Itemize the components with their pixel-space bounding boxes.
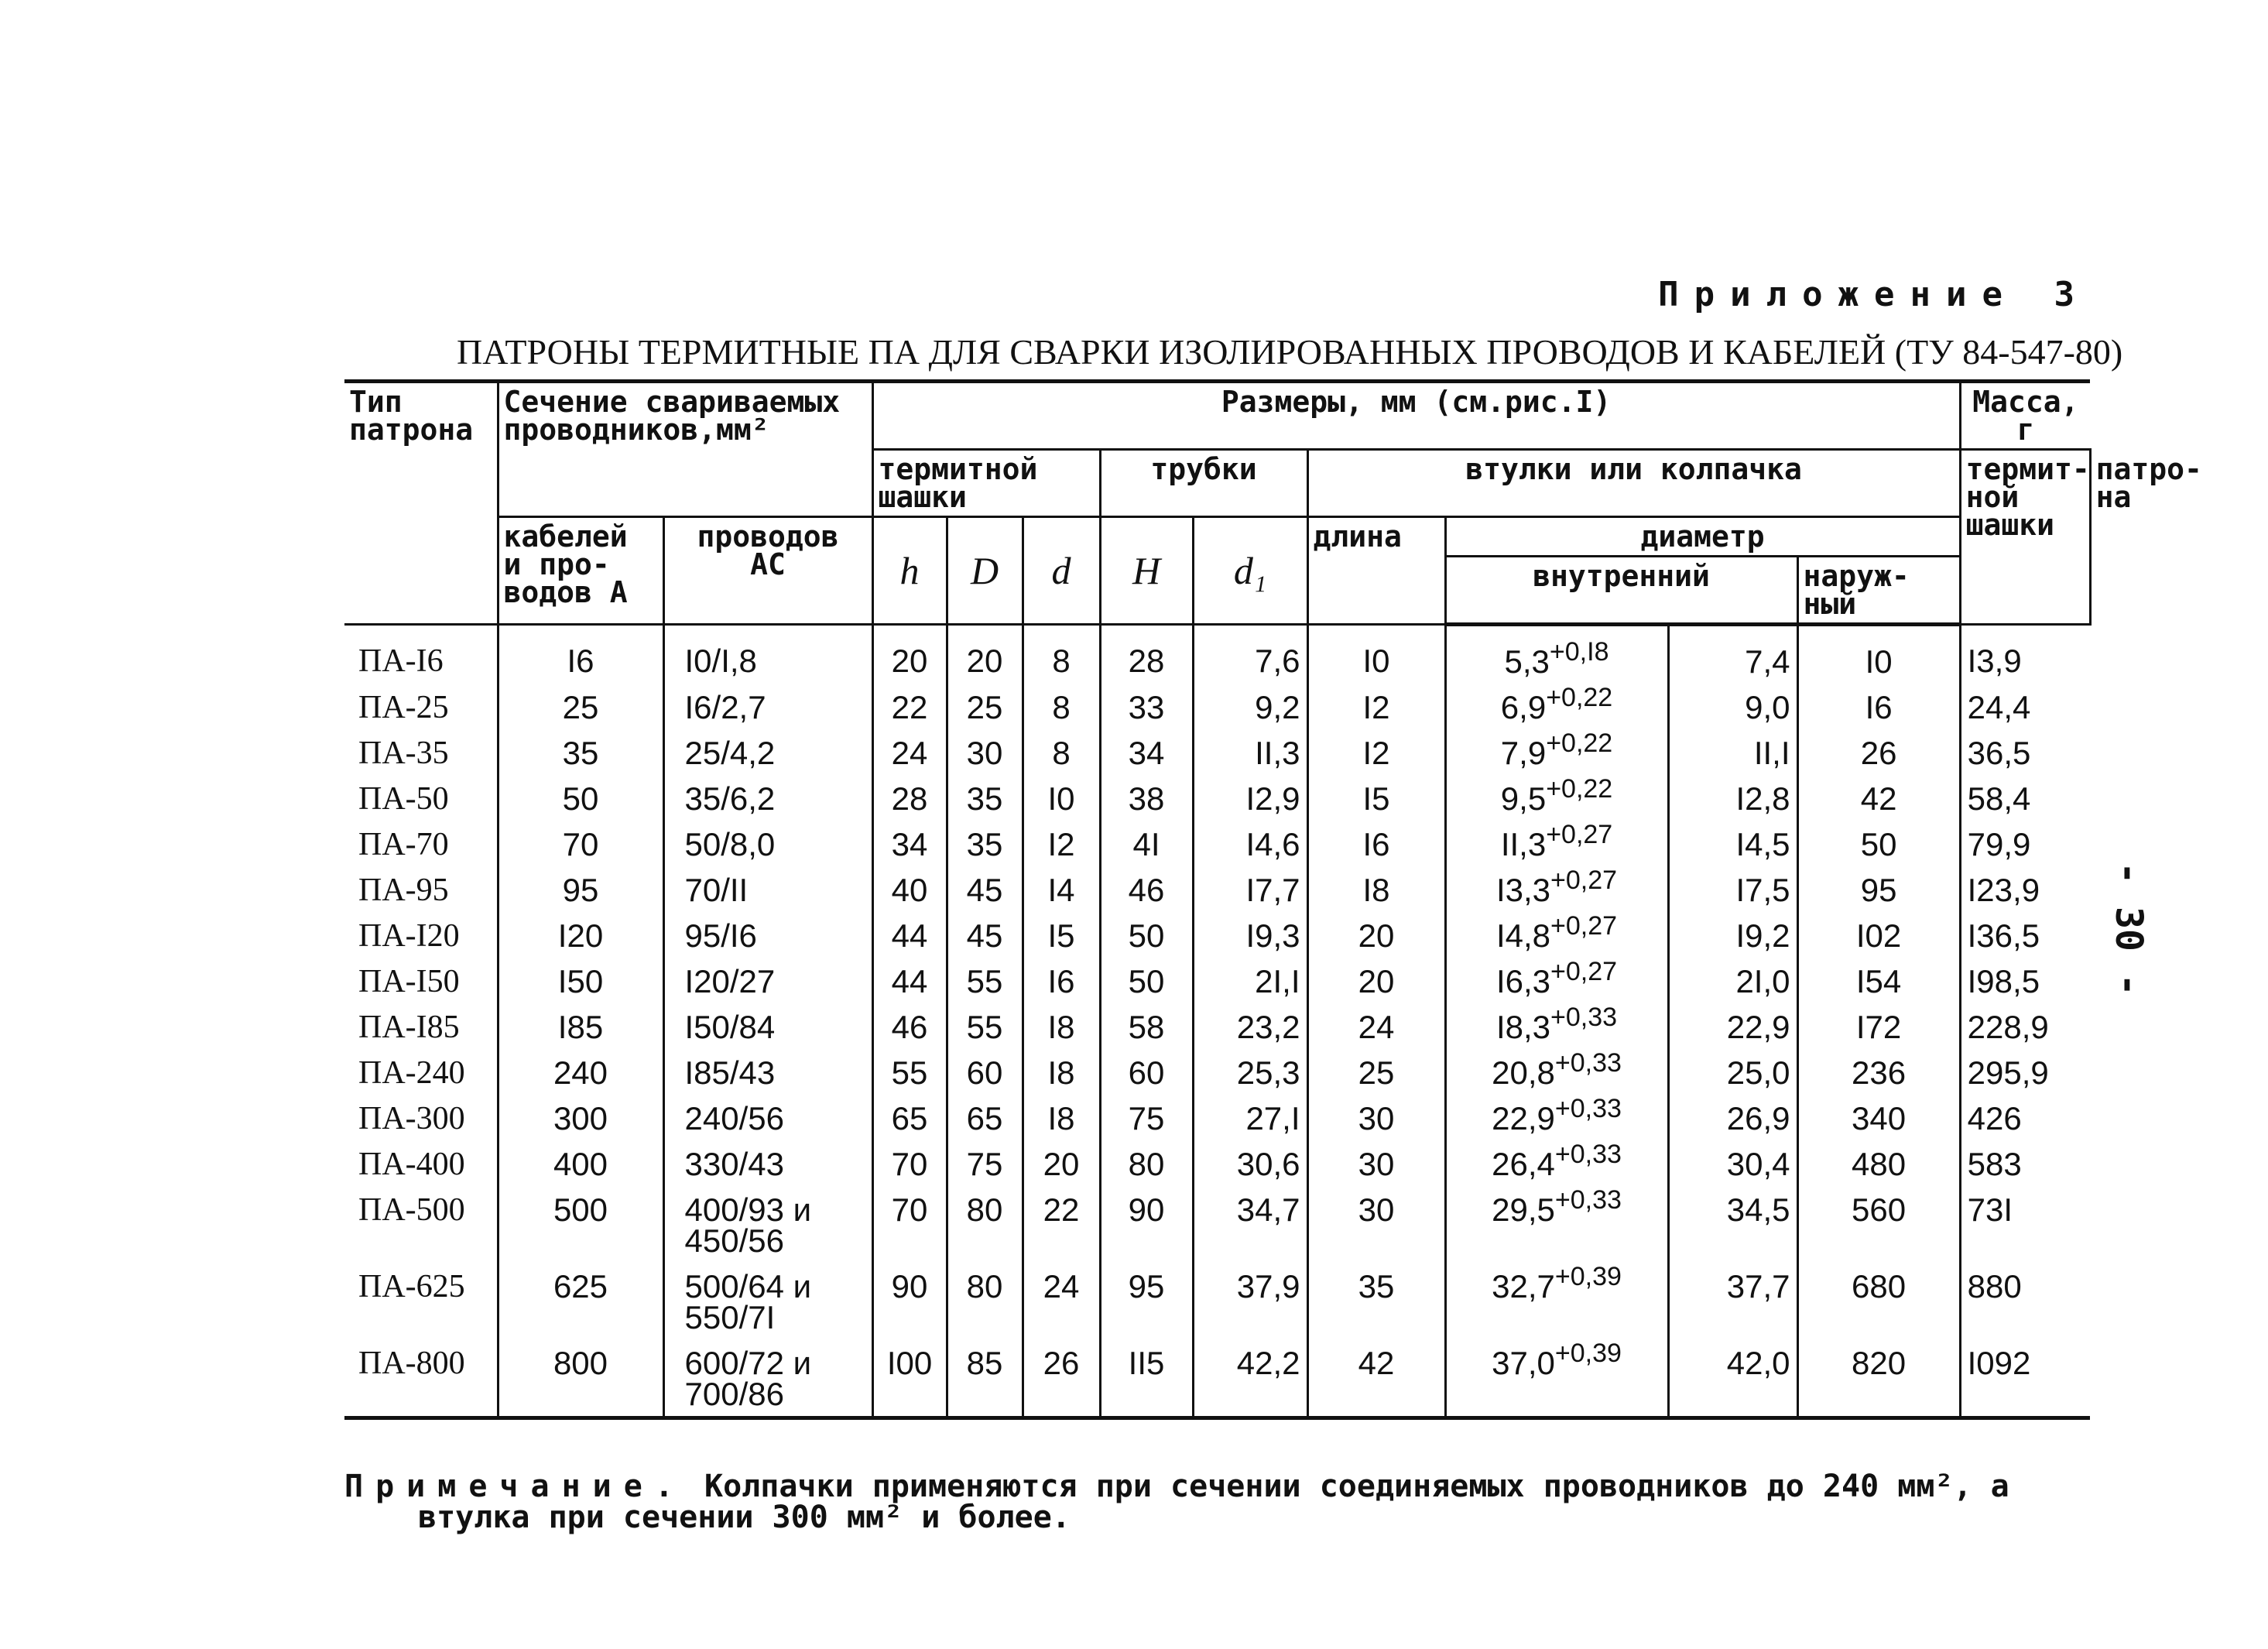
tolerance-value: +0,22 [1546,683,1613,712]
tolerance-value: +0,33 [1554,1048,1622,1078]
cell-m2: 36,5 [1960,731,2090,777]
inner-diameter-value: 20,8 [1492,1054,1555,1091]
cell-H: 95 [1100,1264,1193,1341]
cell-len: 30 [1307,1096,1445,1142]
cell-D: 55 [947,959,1023,1005]
cell-cab: 70 [498,822,663,868]
cell-cab: 95 [498,868,663,914]
cell-type: ПА-70 [344,822,498,868]
cell-D: 45 [947,868,1023,914]
cell-d: I5 [1023,914,1100,959]
table-row [344,868,2090,914]
footnote [344,1471,2094,1533]
header-outer: наруж- ный [1797,557,1960,625]
inner-diameter-value: II,3 [1500,826,1547,862]
cell-d1: 27,I [1193,1096,1307,1142]
cell-d1: 23,2 [1193,1005,1307,1051]
cell-cab: I20 [498,914,663,959]
cell-H: 58 [1100,1005,1193,1051]
table-row [344,731,2090,777]
cartridge-table [344,379,2202,1420]
cell-outer: 25,0 [1668,1051,1797,1096]
cell-m2: 79,9 [1960,822,2090,868]
cell-m2: 295,9 [1960,1051,2090,1096]
inner-diameter-value: 26,4 [1492,1146,1555,1182]
header-mass: Масса, г [1960,382,2090,450]
cell-inner [1445,1096,1668,1142]
cell-H: 28 [1100,625,1193,686]
cell-H: 4I [1100,822,1193,868]
cell-m2: I98,5 [1960,959,2090,1005]
cell-H: 75 [1100,1096,1193,1142]
tolerance-value: +0,27 [1550,957,1618,986]
table-header: Тип патрона Сечение свариваемых проводников,мм² Размеры, мм (см.рис.I) Масса, г термитной шашки трубки втулки или колпачка термит- ной шашки патро- на кабелей и про- водов А проводов АС h D d H d₁ длина диаметр внутренний наруж- ный [344,382,2090,625]
cell-H: 33 [1100,685,1193,731]
cell-cab: I50 [498,959,663,1005]
header-inner: внутренний [1445,557,1797,625]
inner-diameter-value: I3,3 [1495,872,1551,908]
cell-len: 20 [1307,914,1445,959]
header-thermite-block: термитной шашки [872,450,1100,517]
cell-H: II5 [1100,1341,1193,1418]
cell-m2: 58,4 [1960,777,2090,822]
cell-ac: I6/2,7 [663,685,872,731]
cell-d: 8 [1023,731,1100,777]
cell-len: I2 [1307,731,1445,777]
cell-inner [1445,625,1668,686]
cell-m1: 340 [1797,1096,1960,1142]
table-row [344,685,2090,731]
cell-inner [1445,1048,1668,1096]
cell-D: 80 [947,1264,1023,1341]
tolerance-value: +0,33 [1554,1185,1622,1215]
tolerance-value: +0,39 [1554,1339,1622,1368]
table-row [344,1051,2090,1096]
cell-outer: 26,9 [1668,1096,1797,1142]
header-D: D [947,517,1023,625]
cell-cab: 300 [498,1096,663,1142]
header-d: d [1023,517,1100,625]
cell-m1: 480 [1797,1142,1960,1188]
inner-diameter-value: 37,0 [1492,1345,1555,1381]
cell-len: 30 [1307,1188,1445,1264]
cell-cab: 240 [498,1051,663,1096]
cell-d1: I4,6 [1193,822,1307,868]
cell-H: 50 [1100,959,1193,1005]
cell-d1: 25,3 [1193,1051,1307,1096]
cell-cab: I6 [498,625,663,686]
cell-len: 42 [1307,1341,1445,1418]
cell-m1: I0 [1797,625,1960,686]
cell-d1: 30,6 [1193,1142,1307,1188]
cell-D: 60 [947,1051,1023,1096]
cell-m2: 73I [1960,1188,2090,1264]
inner-diameter-value: I4,8 [1495,917,1551,954]
cell-type: ПА-95 [344,868,498,914]
table-row [344,777,2090,822]
cell-d: I8 [1023,1005,1100,1051]
header-d1: d₁ [1193,517,1307,625]
cell-d1: 9,2 [1193,685,1307,731]
cell-len: I8 [1307,868,1445,914]
cell-m1: I72 [1797,1005,1960,1051]
cell-cab: 625 [498,1264,663,1341]
table-row [344,625,2090,686]
cell-outer: I7,5 [1668,868,1797,914]
cell-d1: 2I,I [1193,959,1307,1005]
cell-inner [1445,1341,1668,1418]
cell-m2: 228,9 [1960,1005,2090,1051]
cell-len: 30 [1307,1142,1445,1188]
cell-m2: I23,9 [1960,868,2090,914]
header-sleeve: втулки или колпачка [1307,450,1960,517]
cell-type: ПА-800 [344,1341,498,1418]
cell-type: ПА-I85 [344,1005,498,1051]
note-label: Примечание. [344,1469,686,1504]
cell-d: I8 [1023,1051,1100,1096]
cell-type: ПА-50 [344,777,498,822]
cell-type: ПА-240 [344,1051,498,1096]
cell-len: I6 [1307,822,1445,868]
tolerance-value: +0,33 [1554,1094,1622,1123]
cell-h: 46 [872,1005,947,1051]
cell-type: ПА-I6 [344,625,498,686]
cell-D: 80 [947,1188,1023,1264]
cell-ac: I0/I,8 [663,625,872,686]
cell-d1: 37,9 [1193,1264,1307,1341]
cell-inner [1445,1264,1668,1341]
cell-h: 65 [872,1096,947,1142]
cell-d1: 42,2 [1193,1341,1307,1418]
cell-cab: 50 [498,777,663,822]
cell-type: ПА-300 [344,1096,498,1142]
cell-d1: II,3 [1193,731,1307,777]
header-section-wires: проводов АС [663,517,872,625]
cell-ac: 25/4,2 [663,731,872,777]
cell-ac: 500/64 и 550/7I [663,1264,872,1341]
cell-m2: 583 [1960,1142,2090,1188]
note-line-2: втулка при сечении 300 мм² и более. [418,1500,1071,1535]
cell-ac: 600/72 и 700/86 [663,1341,872,1418]
cell-inner [1445,822,1668,868]
cell-h: I00 [872,1341,947,1418]
header-dimensions: Размеры, мм (см.рис.I) [872,382,1960,450]
header-tube: трубки [1100,450,1307,517]
cell-d: I4 [1023,868,1100,914]
cell-inner [1445,1005,1668,1051]
cell-D: 30 [947,731,1023,777]
inner-diameter-value: 7,9 [1500,735,1547,771]
cell-inner [1445,731,1668,777]
cell-len: 24 [1307,1005,1445,1051]
cell-H: 80 [1100,1142,1193,1188]
table-row [344,1142,2090,1188]
cell-d: 8 [1023,625,1100,686]
cell-h: 90 [872,1264,947,1341]
cell-cab: 25 [498,685,663,731]
cell-m2: 24,4 [1960,685,2090,731]
cell-outer: I9,2 [1668,914,1797,959]
cell-H: 60 [1100,1051,1193,1096]
cell-h: 55 [872,1051,947,1096]
header-section-cables: кабелей и про- водов А [498,517,663,625]
cell-d1: I2,9 [1193,777,1307,822]
cell-type: ПА-625 [344,1264,498,1341]
cell-outer: I2,8 [1668,777,1797,822]
cell-outer: 7,4 [1668,625,1797,686]
cell-type: ПА-400 [344,1142,498,1188]
cell-h: 34 [872,822,947,868]
cell-d: I6 [1023,959,1100,1005]
cell-d1: 7,6 [1193,625,1307,686]
tolerance-value: +0,27 [1546,820,1613,849]
tolerance-value: +0,33 [1550,1003,1618,1032]
cell-H: 34 [1100,731,1193,777]
cell-m1: 236 [1797,1051,1960,1096]
cell-h: 24 [872,731,947,777]
cell-D: 35 [947,777,1023,822]
cell-ac: 95/I6 [663,914,872,959]
cell-d: 22 [1023,1188,1100,1264]
cell-D: 45 [947,914,1023,959]
cell-m1: 26 [1797,731,1960,777]
header-section: Сечение свариваемых проводников,мм² [498,382,872,517]
cell-type: ПА-35 [344,731,498,777]
cell-outer: 37,7 [1668,1264,1797,1341]
cell-len: 20 [1307,959,1445,1005]
cell-inner [1445,774,1668,822]
cell-inner [1445,911,1668,959]
cell-D: 25 [947,685,1023,731]
cell-len: 25 [1307,1051,1445,1096]
cell-len: I0 [1307,625,1445,686]
cell-h: 28 [872,777,947,822]
page-number: - 30 - [2107,862,2150,996]
cell-m2: I3,9 [1960,625,2090,686]
inner-diameter-value: 29,5 [1492,1191,1555,1228]
cell-ac: I20/27 [663,959,872,1005]
cell-D: 75 [947,1142,1023,1188]
inner-diameter-value: 32,7 [1492,1268,1555,1304]
cell-H: 90 [1100,1188,1193,1264]
cell-m1: 95 [1797,868,1960,914]
cell-len: 35 [1307,1264,1445,1341]
cell-h: 40 [872,868,947,914]
cell-d: I8 [1023,1096,1100,1142]
cell-m1: I6 [1797,685,1960,731]
tolerance-value: +0,22 [1546,774,1613,804]
inner-diameter-value: 6,9 [1500,689,1547,725]
cell-cab: I85 [498,1005,663,1051]
table-row [344,1264,2090,1341]
cell-ac: 70/II [663,868,872,914]
cell-ac: I50/84 [663,1005,872,1051]
header-mass-block: термит- ной шашки [1960,450,2090,625]
cell-h: 70 [872,1188,947,1264]
cell-m1: 42 [1797,777,1960,822]
cell-D: 35 [947,822,1023,868]
table-row [344,1096,2090,1142]
header-length: длина [1307,517,1445,625]
cell-cab: 800 [498,1341,663,1418]
cell-ac: 50/8,0 [663,822,872,868]
tolerance-value: +0,I8 [1549,637,1609,667]
table-body [344,625,2090,1418]
cell-m1: 820 [1797,1341,1960,1418]
cell-ac: I85/43 [663,1051,872,1096]
cell-cab: 500 [498,1188,663,1264]
cell-h: 44 [872,914,947,959]
tolerance-value: +0,27 [1550,866,1618,895]
cell-type: ПА-I50 [344,959,498,1005]
cell-m1: 680 [1797,1264,1960,1341]
cell-H: 46 [1100,868,1193,914]
cell-cab: 400 [498,1142,663,1188]
cell-D: 65 [947,1096,1023,1142]
cell-m1: 50 [1797,822,1960,868]
cell-m1: I54 [1797,959,1960,1005]
cell-d1: I9,3 [1193,914,1307,959]
cell-m2: 880 [1960,1264,2090,1341]
cell-type: ПА-500 [344,1188,498,1264]
cell-inner [1445,1185,1668,1264]
inner-diameter-value: I8,3 [1495,1009,1551,1045]
cell-inner [1445,685,1668,731]
page-title: ПАТРОНЫ ТЕРМИТНЫЕ ПА ДЛЯ СВАРКИ ИЗОЛИРОВАННЫХ ПРОВОДОВ И КАБЕЛЕЙ (ТУ 84-547-80) [457,332,2123,372]
inner-diameter-value: 22,9 [1492,1100,1555,1136]
cell-m2: I36,5 [1960,914,2090,959]
cell-inner [1445,1142,1668,1188]
cell-outer: 22,9 [1668,1005,1797,1051]
table-row [344,959,2090,1005]
cell-d: 8 [1023,685,1100,731]
table-row [344,1005,2090,1051]
header-diameter: диаметр [1445,517,1960,557]
appendix-label: Приложение 3 [1658,275,2090,314]
cell-d: 20 [1023,1142,1100,1188]
cell-ac: 240/56 [663,1096,872,1142]
cell-h: 20 [872,625,947,686]
inner-diameter-value: 9,5 [1500,780,1547,817]
cell-m1: I02 [1797,914,1960,959]
cell-H: 50 [1100,914,1193,959]
cell-inner [1445,959,1668,1005]
header-h: h [872,517,947,625]
cell-d1: I7,7 [1193,868,1307,914]
cell-ac: 35/6,2 [663,777,872,822]
tolerance-value: +0,27 [1550,911,1618,941]
note-line-1: Колпачки применяются при сечении соединяемых проводников до 240 мм², а [704,1469,2009,1504]
cell-d1: 34,7 [1193,1188,1307,1264]
table-row [344,822,2090,868]
tolerance-value: +0,39 [1554,1262,1622,1291]
cell-h: 22 [872,685,947,731]
cell-D: 55 [947,1005,1023,1051]
tolerance-value: +0,22 [1546,729,1613,758]
tolerance-value: +0,33 [1554,1140,1622,1169]
cell-outer: I4,5 [1668,822,1797,868]
cell-d: 24 [1023,1264,1100,1341]
cell-H: 38 [1100,777,1193,822]
cell-D: 85 [947,1341,1023,1418]
header-H: H [1100,517,1193,625]
cell-h: 44 [872,959,947,1005]
cell-m1: 560 [1797,1188,1960,1264]
cell-d: 26 [1023,1341,1100,1418]
cell-cab: 35 [498,731,663,777]
table-row [344,1188,2090,1264]
cell-type: ПА-25 [344,685,498,731]
cell-outer: 34,5 [1668,1188,1797,1264]
cell-d: I0 [1023,777,1100,822]
cell-ac: 330/43 [663,1142,872,1188]
cell-D: 20 [947,625,1023,686]
cell-type: ПА-I20 [344,914,498,959]
header-type: Тип патрона [344,382,498,625]
cell-ac: 400/93 и 450/56 [663,1188,872,1264]
table-row [344,914,2090,959]
cell-len: I5 [1307,777,1445,822]
cell-d: I2 [1023,822,1100,868]
cell-inner [1445,868,1668,914]
cell-outer: 2I,0 [1668,959,1797,1005]
cell-h: 70 [872,1142,947,1188]
inner-diameter-value: I6,3 [1495,963,1551,999]
cell-len: I2 [1307,685,1445,731]
table-row [344,1341,2090,1418]
cell-m2: I092 [1960,1341,2090,1418]
inner-diameter-value: 5,3 [1504,643,1550,680]
cell-outer: II,I [1668,731,1797,777]
cell-outer: 9,0 [1668,685,1797,731]
cell-m2: 426 [1960,1096,2090,1142]
cell-outer: 30,4 [1668,1142,1797,1188]
cell-outer: 42,0 [1668,1341,1797,1418]
